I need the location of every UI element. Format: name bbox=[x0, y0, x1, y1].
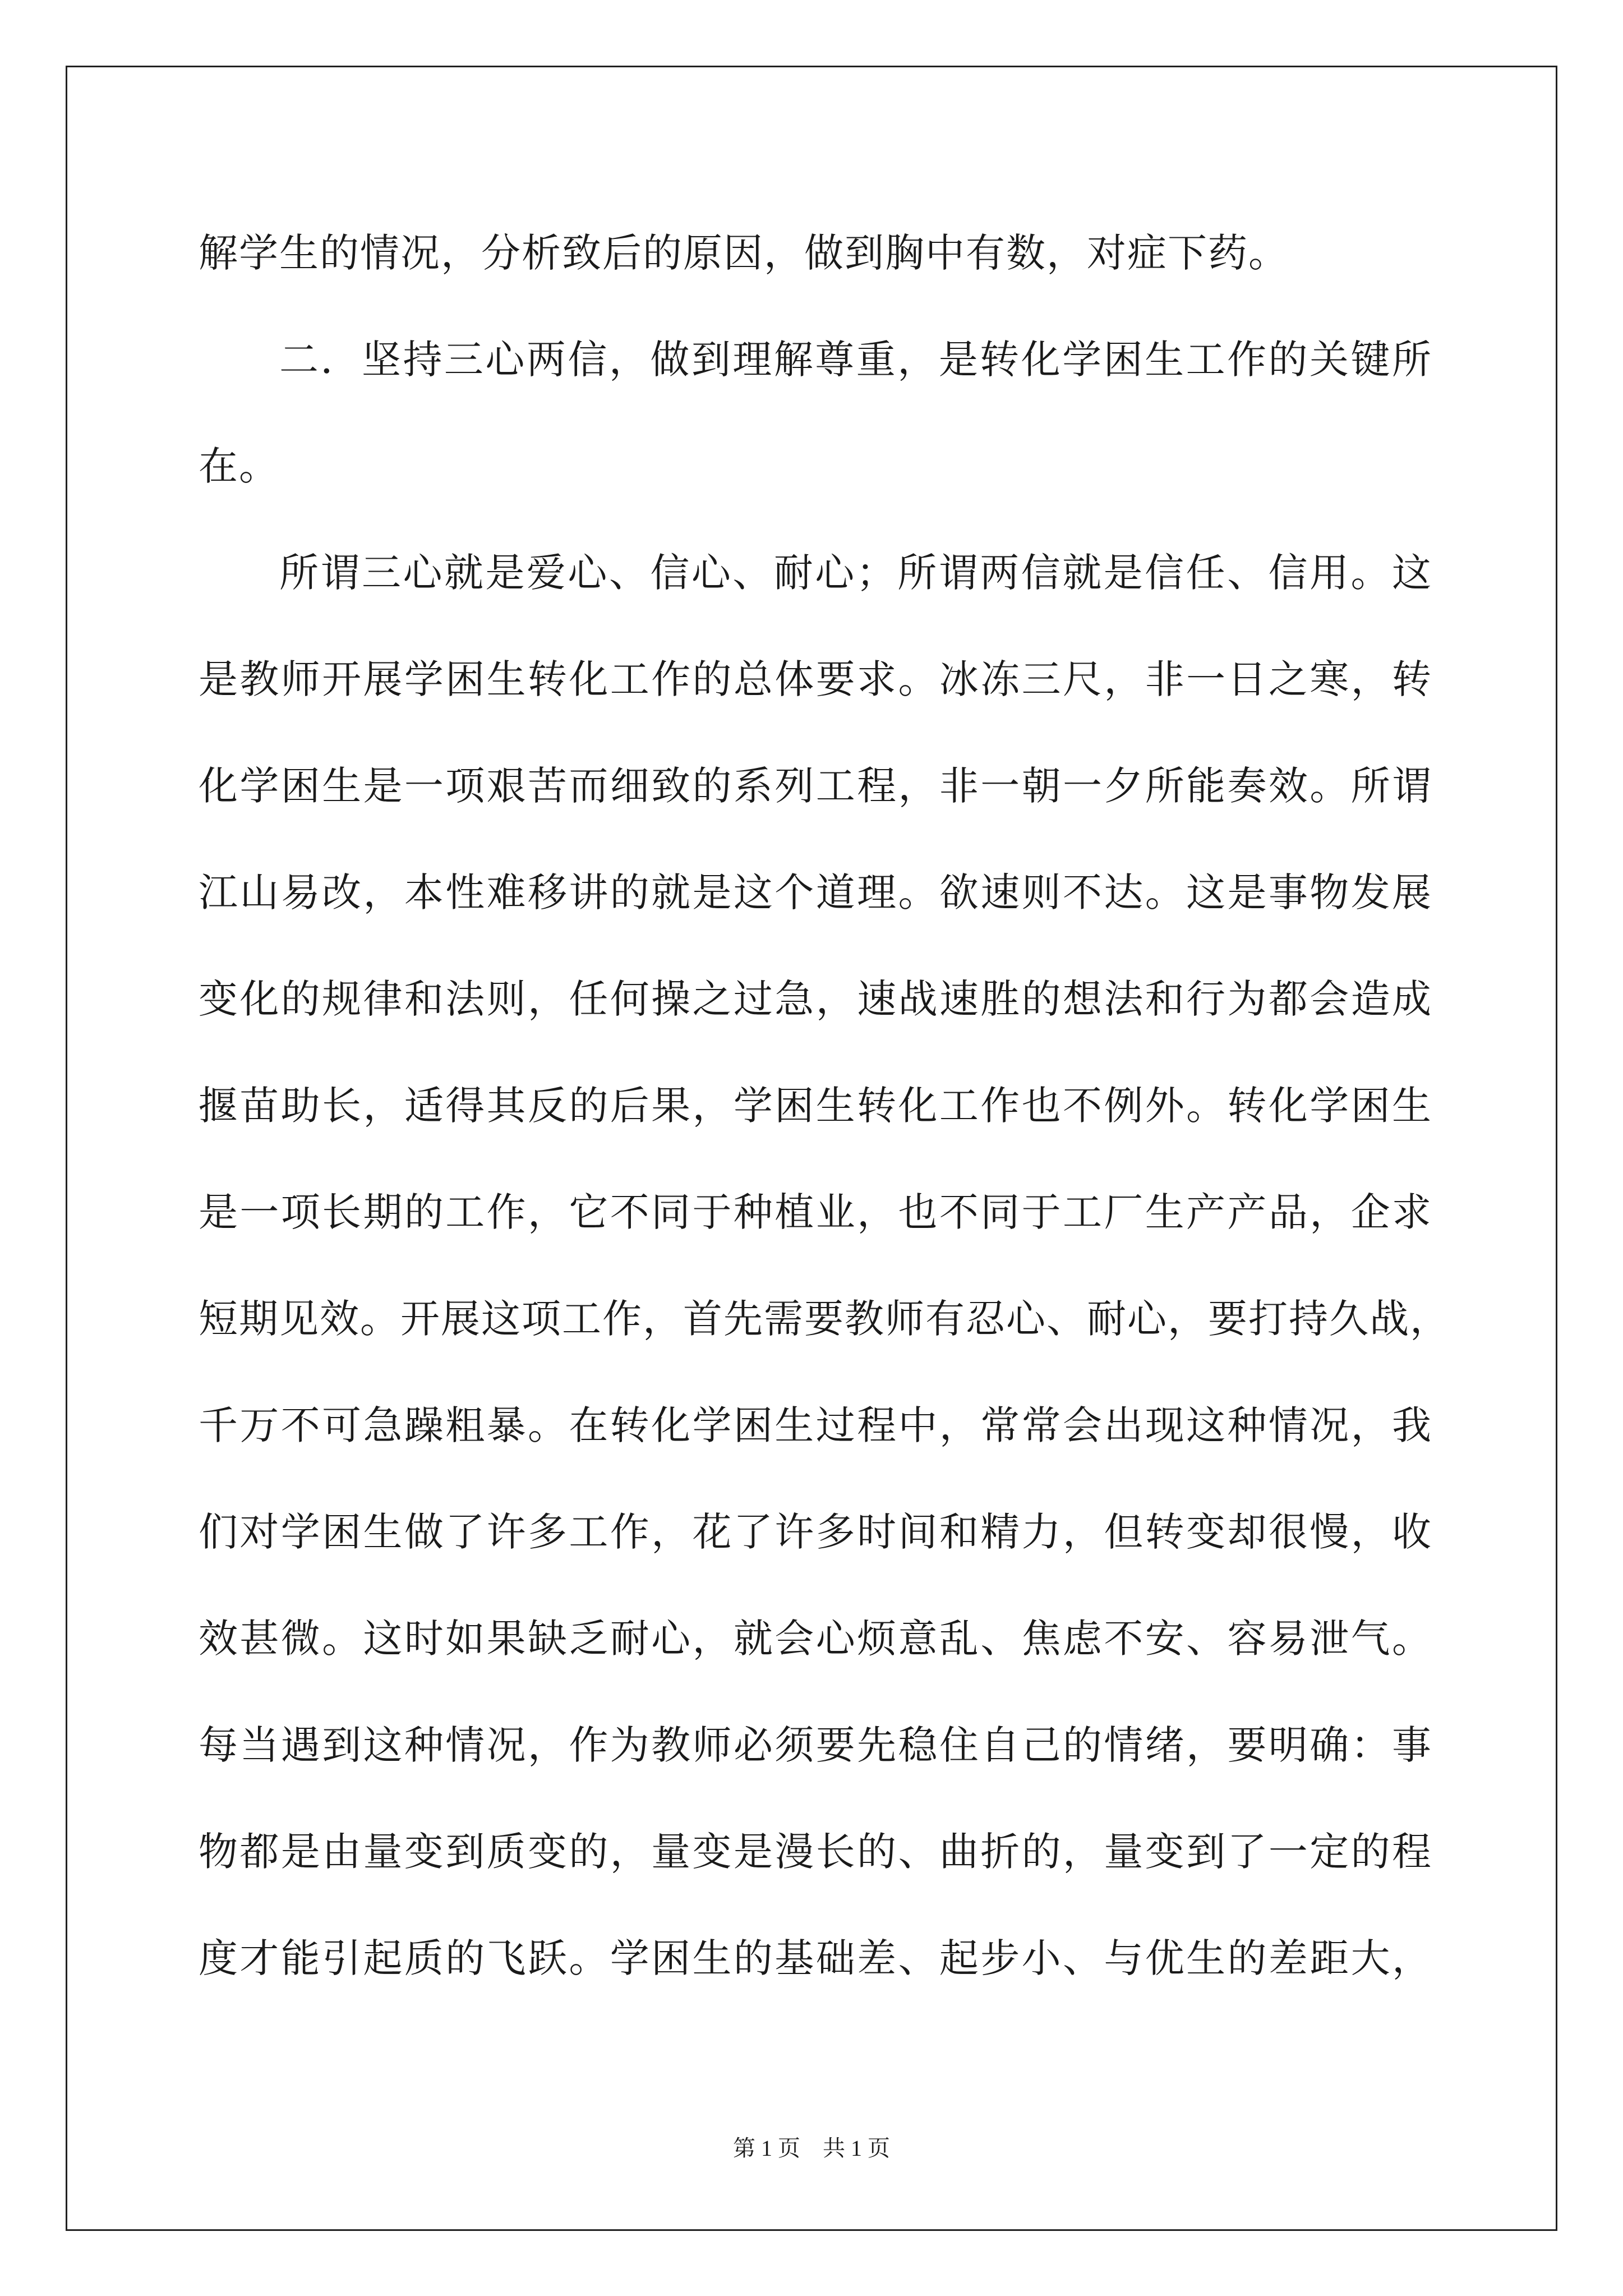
text-line: 效甚微。这时如果缺乏耐心，就会心烦意乱、焦虑不安、容易泄气。 bbox=[199, 1616, 1432, 1662]
text-line: 化学困生是一项艰苦而细致的系列工程，非一朝一夕所能奏效。所谓 bbox=[199, 763, 1432, 809]
text-line: 在。 bbox=[199, 443, 279, 489]
text-line: 揠苗助长，适得其反的后果，学困生转化工作也不例外。转化学困生 bbox=[199, 1083, 1432, 1129]
text-line: 度才能引起质的飞跃。学困生的基础差、起步小、与优生的差距大， bbox=[199, 1935, 1432, 1981]
text-line: 所谓三心就是爱心、信心、耐心；所谓两信就是信任、信用。这 bbox=[279, 550, 1432, 596]
text-line: 千万不可急躁粗暴。在转化学困生过程中，常常会出现这种情况，我 bbox=[199, 1402, 1432, 1448]
text-line: 变化的规律和法则，任何操之过急，速战速胜的想法和行为都会造成 bbox=[199, 976, 1432, 1022]
text-line: 是教师开展学困生转化工作的总体要求。冰冻三尺，非一日之寒，转 bbox=[199, 656, 1432, 702]
text-line: 短期见效。开展这项工作，首先需要教师有忍心、耐心，要打持久战， bbox=[199, 1296, 1450, 1342]
text-line: 每当遇到这种情况，作为教师必须要先稳住自己的情绪，要明确：事 bbox=[199, 1722, 1432, 1768]
page-total: 共 1 页 bbox=[823, 2136, 890, 2161]
document-body bbox=[199, 200, 1450, 2012]
text-line: 二．坚持三心两信，做到理解尊重，是转化学困生工作的关键所 bbox=[279, 337, 1432, 383]
text-line: 江山易改，本性难移讲的就是这个道理。欲速则不达。这是事物发展 bbox=[199, 869, 1432, 915]
text-line: 解学生的情况，分析致后的原因，做到胸中有数，对症下药。 bbox=[199, 230, 1289, 276]
text-line: 物都是由量变到质变的，量变是漫长的、曲折的，量变到了一定的程 bbox=[199, 1829, 1432, 1875]
text-line: 们对学困生做了许多工作，花了许多时间和精力，但转变却很慢，收 bbox=[199, 1509, 1432, 1555]
page-footer bbox=[0, 2132, 1623, 2165]
page-number: 第 1 页 bbox=[733, 2136, 800, 2161]
text-line: 是一项长期的工作，它不同于种植业，也不同于工厂生产产品，企求 bbox=[199, 1189, 1432, 1235]
